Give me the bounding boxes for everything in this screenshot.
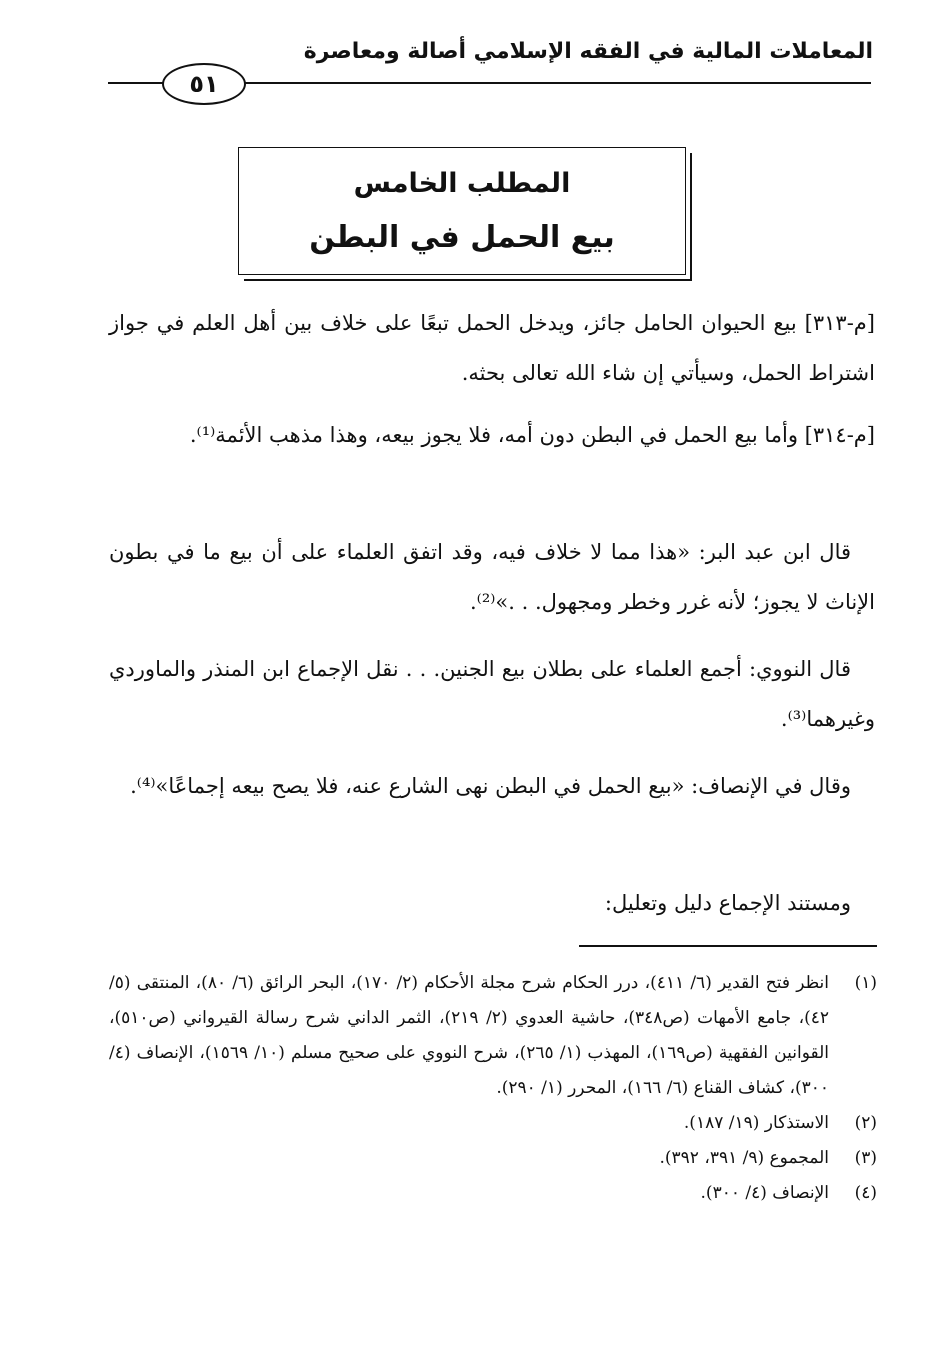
footnotes — [109, 966, 877, 1211]
footnote-text: انظر فتح القدير (٦/ ٤١١)، درر الحكام شرح مجلة الأحكام (٢/ ١٧٠)، البحر الرائق (٦/ ٨٠)، المنتقى (٥/ ٤٢)، جامع الأمهات (ص٣٤٨)، حاشية العدوي (٢/ ٢١٩)، الثمر الداني شرح رسالة القيرواني (ص٥١٠)، القوانين الفقهية (ص١٦٩)، المهذب (١/ ٢٦٥)، شرح النووي على صحيح مسلم (١٠/ ١٥٦٩)، الإنصاف (٤/ ٣٠٠)، كشاف القناع (٦/ ١٦٦)، المحرر (١/ ٢٩٠). — [109, 973, 830, 1098]
footnote-text: الإنصاف (٤/ ٣٠٠). — [700, 1183, 829, 1203]
paragraph: قال النووي: أجمع العلماء على بطلان بيع الجنين. . . نقل الإجماع ابن المنذر والماوردي وغيرهما⁽³⁾. — [109, 657, 875, 731]
footnote — [109, 1106, 877, 1141]
paragraph: [م-٣١٤] وأما بيع الحمل في البطن دون أمه، فلا يجوز بيعه، وهذا مذهب الأئمة⁽¹⁾. — [189, 423, 875, 447]
footnote-text: الاستذكار (١٩/ ١٨٧). — [683, 1113, 829, 1133]
footnote-text: المجموع (٩/ ٣٩١، ٣٩٢). — [659, 1148, 829, 1168]
footnote-rule — [579, 945, 877, 947]
section-title: المطلب الخامس — [353, 168, 571, 199]
paragraph: قال ابن عبد البر: «هذا مما لا خلاف فيه، وقد اتفق العلماء على أن بيع ما في بطون الإناث لا يجوز؛ لأنه غرر وخطر ومجهول. . .»⁽²⁾. — [109, 540, 875, 614]
footnote-number: (٣) — [854, 1148, 877, 1168]
footnote — [109, 966, 877, 1106]
paragraph: [م-٣١٣] بيع الحيوان الحامل جائز، ويدخل الحمل تبعًا على خلاف بين أهل العلم في جواز اشتراط الحمل، وسيأتي إن شاء الله تعالى بحثه. — [109, 311, 875, 385]
footnote — [109, 1176, 877, 1211]
paragraph: وقال في الإنصاف: «بيع الحمل في البطن نهى الشارع عنه، فلا يصح بيعه إجماعًا»⁽⁴⁾. — [130, 774, 851, 798]
footnote — [109, 1141, 877, 1176]
paragraph: ومستند الإجماع دليل وتعليل: — [604, 891, 851, 915]
running-title: المعاملات المالية في الفقه الإسلامي أصالة ومعاصرة — [303, 39, 873, 64]
section-title-box — [238, 147, 686, 275]
footnote-number: (١) — [854, 973, 877, 993]
section-subtitle: بيع الحمل في البطن — [309, 220, 615, 255]
footnote-number: (٢) — [854, 1113, 877, 1133]
page-number: ٥١ — [162, 63, 246, 105]
footnote-number: (٤) — [854, 1183, 877, 1203]
